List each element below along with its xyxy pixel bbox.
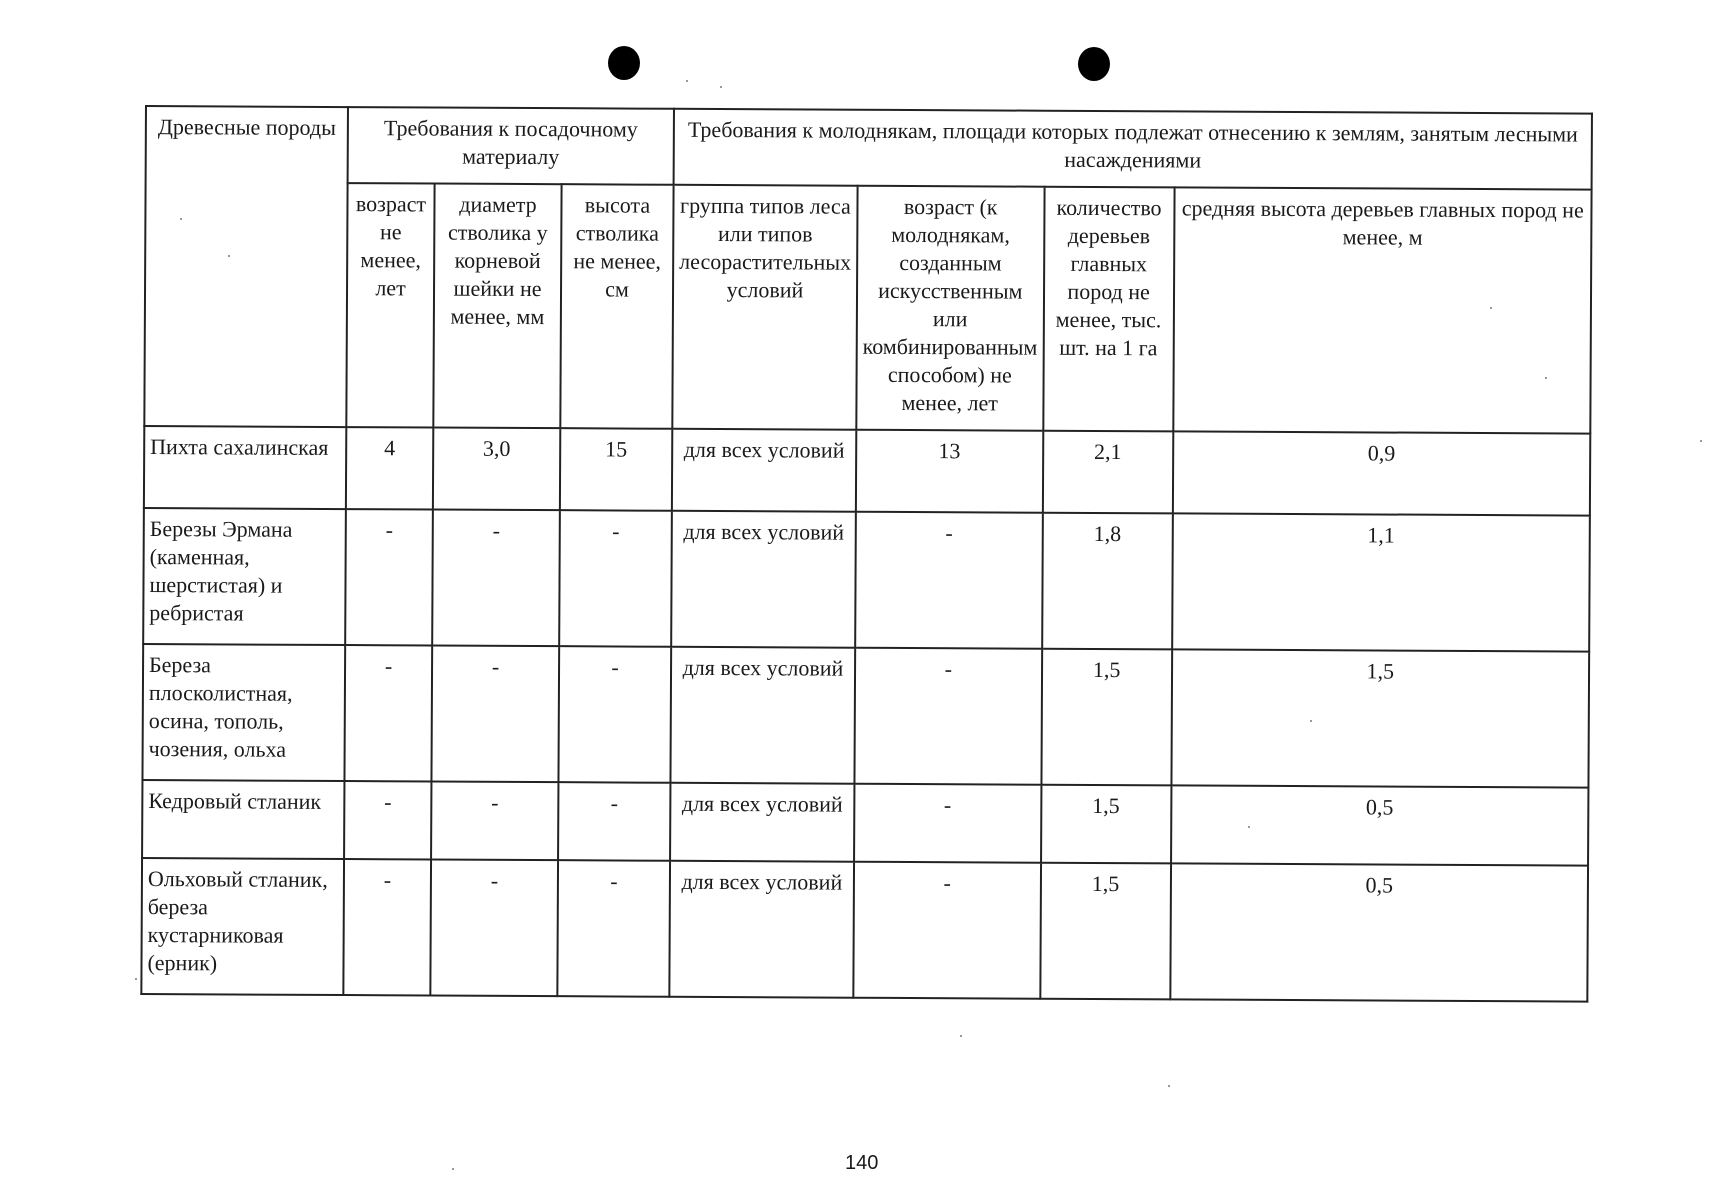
cell-group: для всех условий: [670, 647, 855, 784]
cell-group: для всех условий: [672, 429, 856, 512]
cell-age: -: [344, 781, 431, 859]
cell-age: -: [344, 645, 432, 781]
table-row: [142, 644, 1589, 788]
punch-hole-left: [608, 46, 640, 80]
table-row: [142, 780, 1588, 866]
table-row: [141, 858, 1588, 1002]
subheader-tree-count: количество деревьев главных пород не менее, тыс. шт. на 1 га: [1043, 187, 1174, 432]
punch-hole-right: [1078, 47, 1110, 81]
header-planting-material: Требования к посадочному материалу: [348, 107, 674, 185]
cell-species: Пихта сахалинская: [144, 426, 346, 509]
cell-age: -: [343, 859, 431, 995]
cell-young-age: -: [853, 862, 1040, 999]
subheader-height: высота стволика не менее, см: [560, 184, 673, 429]
cell-diameter: -: [431, 646, 559, 783]
cell-young-age: 13: [856, 430, 1043, 513]
cell-group: для всех условий: [671, 511, 856, 648]
cell-height: -: [559, 510, 672, 647]
cell-age: -: [345, 509, 433, 645]
cell-group: для всех условий: [670, 783, 854, 862]
cell-count: 1,5: [1041, 785, 1171, 864]
subheader-average-height: средняя высота деревьев главных пород не менее, м: [1173, 187, 1592, 433]
scan-speck: [1700, 440, 1702, 442]
header-species: Древесные породы: [144, 106, 348, 427]
header-young-stands: Требования к молоднякам, площади которых подлежат отнесению к землям, занятым лесными насаждениями: [674, 109, 1592, 190]
table-subheader-row: [144, 182, 1591, 434]
scan-speck: [1168, 1085, 1170, 1087]
cell-diameter: 3,0: [433, 428, 560, 511]
cell-group: для всех условий: [669, 861, 854, 998]
subheader-forest-type-group: группа типов леса или типов лесорастительных условий: [672, 185, 857, 430]
table-row: [143, 508, 1590, 652]
table-header-row: [146, 106, 1592, 190]
subheader-diameter: диаметр стволика у корневой шейки не менее, мм: [433, 184, 561, 429]
cell-count: 1,8: [1042, 513, 1173, 650]
scan-speck: [686, 80, 688, 82]
cell-height: 15: [560, 428, 672, 511]
page-number: 140: [845, 1152, 879, 1174]
cell-count: 2,1: [1042, 431, 1172, 514]
cell-young-age: -: [855, 512, 1042, 649]
cell-count: 1,5: [1040, 863, 1171, 1000]
cell-avg-height: 0,5: [1171, 785, 1589, 865]
cell-height: -: [558, 782, 670, 861]
cell-species: Кедровый стланик: [142, 780, 344, 859]
cell-avg-height: 0,9: [1172, 431, 1590, 515]
cell-young-age: -: [854, 648, 1041, 785]
cell-avg-height: 1,5: [1171, 649, 1589, 787]
cell-species: Береза плосколистная, осина, тополь, чозения, ольха: [142, 644, 345, 781]
scan-speck: [720, 86, 722, 88]
subheader-young-age: возраст (к молоднякам, созданным искусственным или комбинированным способом) не менее, лет: [856, 186, 1044, 431]
cell-diameter: -: [431, 782, 558, 861]
cell-age: 4: [346, 427, 433, 509]
cell-avg-height: 0,5: [1170, 863, 1588, 1001]
cell-height: -: [558, 646, 671, 783]
scan-speck: [135, 978, 137, 980]
cell-avg-height: 1,1: [1172, 513, 1590, 651]
subheader-age: возраст не менее, лет: [346, 183, 434, 427]
cell-height: -: [557, 860, 670, 997]
cell-species: Ольховый стланик, береза кустарниковая (ерник): [141, 858, 344, 995]
cell-species: Березы Эрмана (каменная, шерстистая) и ребристая: [143, 508, 346, 645]
cell-count: 1,5: [1041, 649, 1172, 786]
requirements-table: [140, 105, 1593, 1003]
cell-young-age: -: [854, 784, 1041, 863]
cell-diameter: -: [430, 860, 558, 997]
scan-speck: [452, 1168, 454, 1170]
scan-speck: [960, 1035, 962, 1037]
table-row: [144, 426, 1590, 516]
cell-diameter: -: [432, 510, 560, 647]
